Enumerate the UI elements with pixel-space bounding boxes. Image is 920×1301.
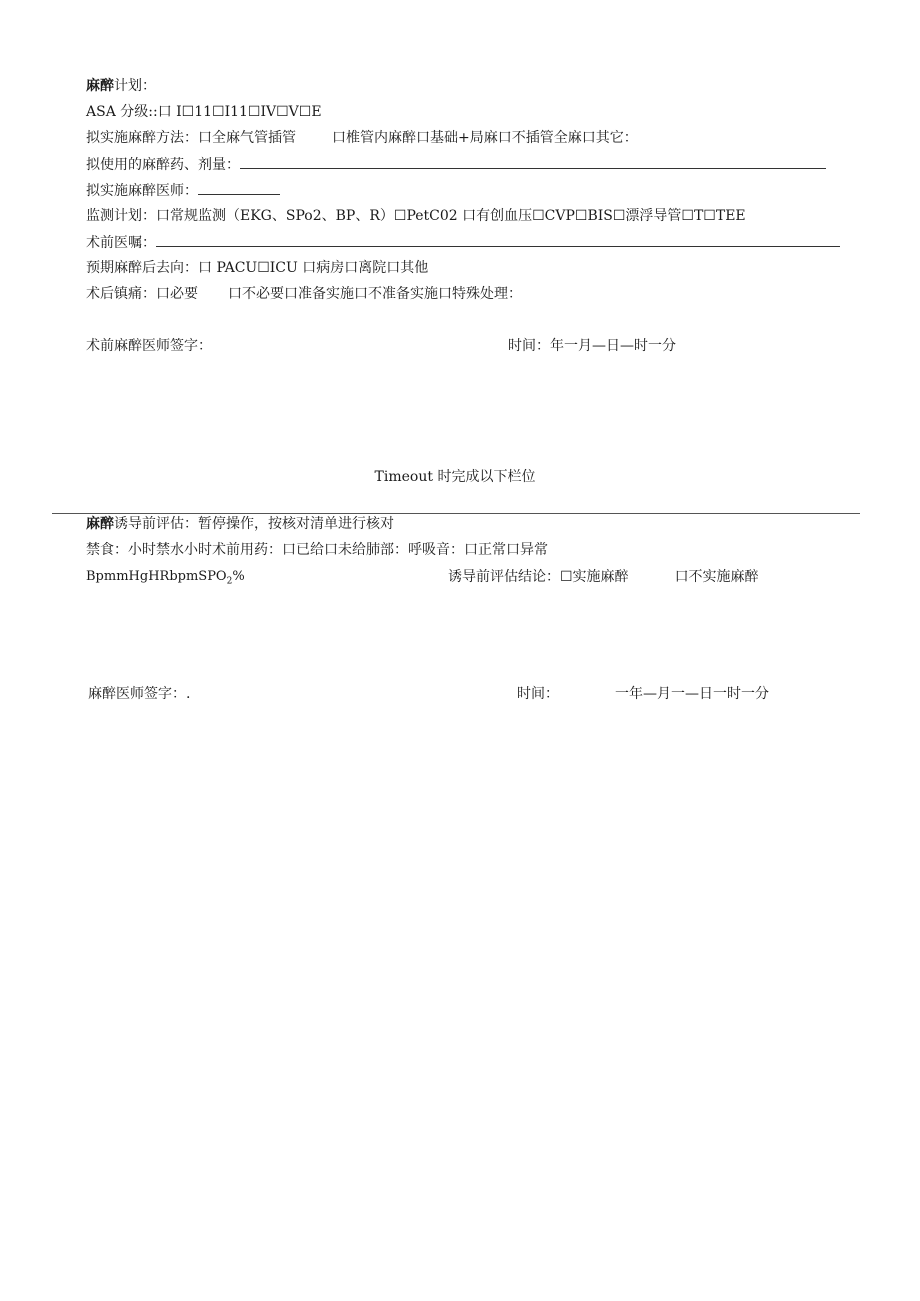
analgesia-needed[interactable]: 术后镇痛：口必要 [86, 286, 198, 302]
drugs-dosage-line [86, 155, 826, 174]
conclusion-cancel[interactable]: 口不实施麻醉 [674, 569, 759, 585]
induction-time-value: 一年—月一—日一时一分 [615, 686, 769, 702]
conclusion-proceed[interactable]: 诱导前评估结论：☐实施麻醉 [448, 569, 629, 585]
doctor-field[interactable] [198, 181, 280, 195]
induction-heading [86, 515, 394, 533]
section-divider [52, 513, 860, 514]
preop-signature-label: 术前麻醉医师签字： [86, 338, 212, 354]
method-other[interactable]: 口椎管内麻醉口基础+局麻口不插管全麻口其它： [332, 130, 638, 146]
induction-time-prefix: 时间： [517, 686, 559, 702]
anesthesia-method-line[interactable] [86, 129, 638, 147]
vitals-text: BpmmHgHRbpmSPO [86, 569, 227, 584]
induction-signature-label: 麻醉医师签字：. [88, 686, 191, 702]
postop-analgesia-line[interactable] [86, 285, 522, 303]
post-destination-line[interactable]: 预期麻醉后去向：口 PACU☐ICU 口病房口离院口其他 [86, 260, 429, 276]
preop-orders-line [86, 233, 840, 252]
plan-heading-rest: 计划： [114, 78, 156, 94]
plan-heading-bold: 麻醉 [86, 78, 114, 94]
asa-class-line[interactable]: ASA 分级::口 I☐11☐I11☐IV☐V☐E [86, 104, 322, 120]
vitals-percent: % [232, 569, 245, 584]
method-general[interactable]: 拟实施麻醉方法：口全麻气管插管 [86, 130, 296, 146]
fasting-line[interactable]: 禁食：小时禁水小时术前用药：口已给口未给肺部：呼吸音：口正常口异常 [86, 542, 548, 558]
vitals-subscript: 2 [226, 576, 233, 587]
induction-heading-bold: 麻醉 [86, 516, 114, 532]
orders-label: 术前医嘱： [86, 235, 156, 251]
timeout-note: Timeout 时完成以下栏位 [374, 469, 536, 485]
analgesia-options[interactable]: 口不必要口准备实施口不准备实施口特殊处理： [228, 286, 522, 302]
induction-time-label [517, 685, 769, 703]
preop-time-label: 时间：年一月—日—时一分 [508, 338, 676, 354]
doctor-label: 拟实施麻醉医师： [86, 183, 198, 199]
induction-heading-rest: 诱导前评估：暂停操作，按核对清单进行核对 [114, 516, 394, 532]
drugs-label: 拟使用的麻醉药、剂量： [86, 157, 240, 173]
vitals-line [86, 568, 245, 591]
induction-conclusion[interactable] [448, 568, 759, 586]
planned-doctor-line [86, 181, 280, 200]
plan-heading [86, 77, 156, 95]
monitoring-plan-line[interactable]: 监测计划：口常规监测（EKG、SPo2、BP、R）☐PetC02 口有创血压☐CVP☐BIS☐漂浮导管☐T☐TEE [86, 208, 746, 224]
drugs-field[interactable] [240, 155, 826, 169]
orders-field[interactable] [156, 233, 840, 247]
